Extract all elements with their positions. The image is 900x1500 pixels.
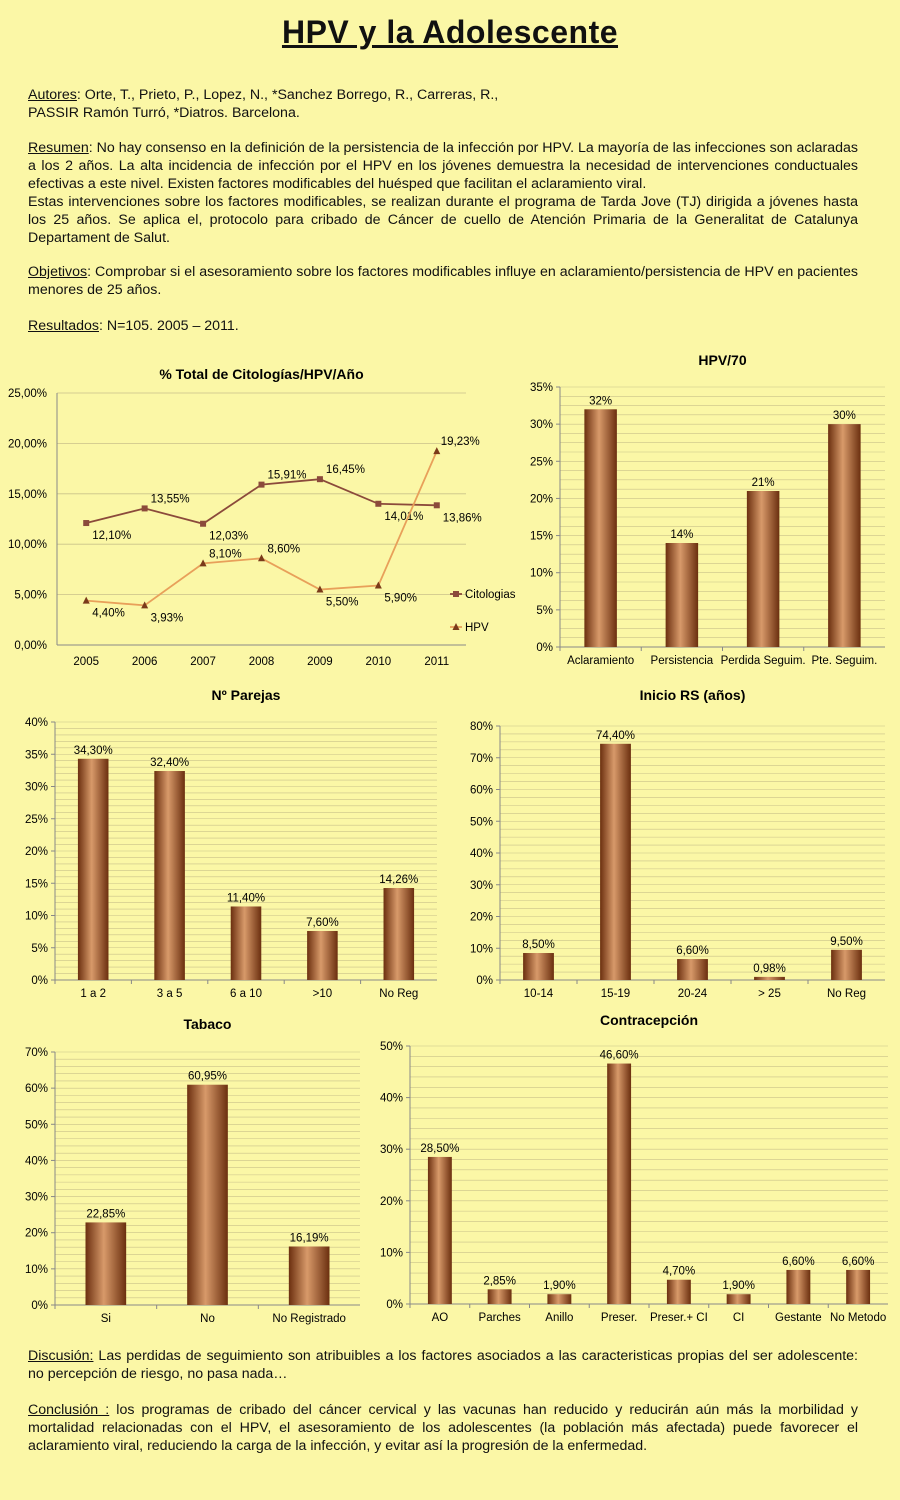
x-tick-label: 2009 [307, 656, 333, 668]
y-tick-label: 35% [529, 382, 553, 394]
bar-value-label: 4,70% [662, 1265, 696, 1278]
y-tick-label: 20,00% [7, 438, 47, 451]
bar-value-label: 22,85% [86, 1208, 126, 1221]
y-tick-label: 60% [469, 784, 493, 797]
x-tick-label: 1 a 2 [80, 988, 106, 1000]
chart-title: HPV/70 [698, 352, 747, 368]
data-point [259, 482, 265, 488]
y-tick-label: 10% [469, 943, 493, 956]
bar [289, 1246, 330, 1305]
bar [384, 888, 415, 980]
chart-title: Inicio RS (años) [639, 687, 746, 703]
autores-section [28, 86, 858, 122]
autores-line2: PASSIR Ramón Turró, *Diatros. Barcelona. [28, 105, 300, 121]
conclusion-label: Conclusión : [28, 1402, 110, 1418]
bar [547, 1294, 571, 1304]
x-tick-label: > 25 [758, 988, 781, 1000]
y-tick-label: 5% [536, 604, 553, 617]
data-label: 4,40% [92, 607, 125, 620]
data-point [375, 501, 381, 507]
y-tick-label: 15% [24, 878, 48, 891]
data-label: 5,90% [384, 592, 417, 605]
bar [154, 771, 185, 980]
x-tick-label: No Reg [379, 988, 419, 1000]
x-tick-label: 2006 [131, 656, 158, 668]
y-tick-label: 10,00% [7, 539, 47, 552]
y-tick-label: 0% [536, 642, 553, 654]
data-point [142, 505, 148, 511]
y-tick-label: 20% [379, 1195, 403, 1208]
chart-tabaco [0, 1010, 370, 1340]
data-label: 3,93% [150, 612, 184, 625]
bar [187, 1085, 228, 1305]
y-tick-label: 60% [24, 1083, 48, 1096]
bar [677, 959, 708, 980]
resultados-label: Resultados [28, 318, 99, 334]
bar-value-label: 0,98% [753, 962, 786, 975]
y-tick-label: 80% [469, 721, 493, 733]
bar [828, 424, 861, 647]
y-tick-label: 10% [379, 1247, 403, 1260]
resumen-text2: Estas intervenciones sobre los factores modificables, se realizan durante el programa de Tarda Jove (TJ) dirigida a jóvenes hasta los 25 años. Se aplica el, protocolo para cribado de Cáncer de cuello de Atención Primaria de la Generalitat de Catalunya Departament de Salut. [28, 194, 858, 246]
y-tick-label: 70% [469, 752, 493, 765]
conclusion-section [28, 1401, 858, 1455]
y-tick-label: 30% [24, 1191, 48, 1204]
chart-hpv70 [510, 345, 900, 675]
y-tick-label: 50% [469, 816, 493, 829]
y-tick-label: 5,00% [14, 589, 47, 602]
bar [523, 953, 554, 980]
bar-value-label: 14,26% [379, 874, 419, 887]
y-tick-label: 50% [379, 1041, 403, 1053]
data-label: 5,50% [325, 596, 359, 609]
x-tick-label: 2007 [190, 656, 216, 668]
x-tick-label: Persistencia [650, 655, 714, 667]
bar-value-label: 6,60% [841, 1255, 875, 1268]
y-tick-label: 30% [469, 879, 493, 892]
resultados-text: : N=105. 2005 – 2011. [98, 318, 239, 334]
resumen-text: : No hay consenso en la definición de la persistencia de la infección por HPV. La mayoría de las infecciones son aclaradas a los 2 años. La alta incidencia de infección por el HPV en los jóvenes demuestra la necesidad de intervenciones conductuales efectivas a este nivel. Existen factores modificables del huésped que facilitan el aclaramiento viral. [28, 140, 858, 192]
x-tick-label: Si [100, 1313, 111, 1325]
bar-value-label: 34,30% [73, 744, 113, 757]
data-label: 14,01% [384, 510, 424, 523]
bar [428, 1157, 452, 1304]
bar-value-label: 6,60% [782, 1255, 815, 1268]
x-tick-label: CI [732, 1312, 745, 1324]
bar-value-label: 7,60% [306, 916, 339, 929]
chart-citologias [0, 355, 530, 675]
conclusion-text: los programas de cribado del cáncer cervical y las vacunas han reducido y reducirán aún más la morbilidad y mortalidad relacionadas con el HPV, el asesoramiento de los adolescentes (la población más afectada) puede favorecer el aclaramiento viral, reduciendo la carga de la infección, y evitar así la progresión de la enfermedad. [28, 1402, 859, 1454]
bar [488, 1289, 512, 1304]
discusion-section [28, 1347, 858, 1383]
data-label: 8,60% [267, 543, 301, 556]
y-tick-label: 10% [24, 910, 48, 923]
chart-iniciors [455, 680, 900, 1010]
y-tick-label: 40% [24, 1155, 48, 1168]
y-tick-label: 35% [24, 749, 48, 762]
x-tick-label: Preser. [600, 1312, 638, 1324]
x-tick-label: 10-14 [523, 988, 554, 1000]
bar [754, 977, 785, 980]
x-tick-label: 3 a 5 [156, 988, 183, 1000]
x-tick-label: No Metodo [829, 1312, 887, 1324]
x-tick-label: No Registrado [272, 1313, 346, 1325]
bar [747, 491, 780, 647]
bar [86, 1222, 127, 1305]
resumen-label: Resumen [28, 140, 89, 156]
bar [667, 1280, 691, 1304]
y-tick-label: 5% [31, 942, 48, 955]
x-tick-label: >10 [312, 988, 333, 1000]
bar-value-label: 28,50% [420, 1142, 460, 1155]
y-tick-label: 25% [529, 456, 553, 469]
x-tick-label: No Reg [827, 988, 866, 1000]
data-point [200, 521, 206, 527]
y-tick-label: 30% [529, 419, 553, 432]
x-tick-label: Gestante [775, 1312, 822, 1324]
bar-value-label: 8,50% [522, 939, 555, 952]
bar-value-label: 21% [751, 477, 775, 489]
bar [607, 1064, 631, 1304]
y-tick-label: 25,00% [7, 388, 47, 400]
data-label: 16,45% [325, 464, 365, 477]
y-tick-label: 30% [24, 781, 48, 794]
bar [78, 759, 109, 980]
x-tick-label: 2010 [365, 656, 392, 668]
x-tick-label: Perdida Seguim. [720, 655, 806, 667]
data-point [83, 520, 89, 526]
data-point [434, 502, 440, 508]
y-tick-label: 20% [24, 1227, 48, 1240]
bar-value-label: 32% [589, 395, 613, 408]
y-tick-label: 40% [469, 848, 493, 860]
bar-value-label: 9,50% [830, 935, 863, 948]
x-tick-label: Pte. Seguim. [811, 655, 878, 667]
y-tick-label: 70% [24, 1047, 48, 1059]
y-tick-label: 20% [24, 846, 48, 858]
x-tick-label: No [200, 1313, 215, 1325]
y-tick-label: 15% [529, 530, 553, 543]
y-tick-label: 10% [24, 1263, 48, 1276]
bar [666, 543, 699, 647]
bar-value-label: 74,40% [595, 729, 636, 742]
y-tick-label: 40% [379, 1092, 403, 1105]
x-tick-label: 20-24 [677, 988, 708, 1000]
x-tick-label: AO [431, 1312, 449, 1324]
data-label: 15,91% [267, 469, 307, 482]
bar-value-label: 11,40% [226, 892, 266, 905]
bar [600, 744, 631, 980]
bar [786, 1270, 810, 1304]
objetivos-text: : Comprobar si el asesoramiento sobre los factores modificables influye en aclaramiento/persistencia de HPV en pacientes menores de 25 años. [28, 264, 858, 298]
data-label: 8,10% [209, 548, 242, 561]
chart-title: Tabaco [183, 1016, 232, 1032]
y-tick-label: 0% [31, 975, 48, 987]
bar-value-label: 2,85% [483, 1275, 516, 1288]
chart-title: Contracepción [599, 1012, 699, 1028]
data-point [317, 476, 323, 482]
y-tick-label: 10% [529, 567, 553, 580]
bar-value-label: 6,60% [676, 945, 709, 958]
resultados-section [28, 317, 858, 335]
series-line-hpv [86, 451, 437, 605]
autores-label: Autores [28, 87, 77, 103]
x-tick-label: Parches [478, 1312, 521, 1324]
chart-title: Nº Parejas [211, 687, 281, 703]
bar-value-label: 1,90% [543, 1280, 576, 1293]
y-tick-label: 0% [476, 975, 493, 987]
bar [727, 1294, 751, 1304]
discusion-label: Discusión: [28, 1348, 94, 1364]
y-tick-label: 20% [529, 493, 553, 506]
x-tick-label: Preser.+ CI [649, 1312, 708, 1324]
poster-title: HPV y la Adolescente [281, 14, 619, 50]
bar-value-label: 30% [832, 410, 856, 423]
data-label: 12,03% [209, 530, 249, 543]
y-tick-label: 0% [31, 1300, 48, 1312]
chart-parejas [0, 680, 450, 1010]
bar-value-label: 46,60% [599, 1049, 639, 1062]
data-label: 12,10% [92, 530, 132, 543]
y-tick-label: 0,00% [14, 640, 47, 652]
x-tick-label: Aclaramiento [567, 655, 635, 667]
legend-marker [453, 591, 459, 597]
bar [231, 906, 262, 980]
data-label: 13,86% [442, 512, 482, 525]
legend-label: HPV [465, 622, 489, 634]
autores-line1: : Orte, T., Prieto, P., Lopez, N., *Sanchez Borrego, R., Carreras, R., [76, 87, 499, 103]
x-tick-label: 2008 [248, 656, 275, 668]
chart-title: % Total de Citologías/HPV/Año [159, 366, 364, 382]
legend-label: Citologias [465, 589, 516, 601]
y-tick-label: 0% [386, 1299, 403, 1311]
bar-value-label: 14% [670, 529, 694, 541]
data-label: 13,55% [150, 493, 190, 506]
chart-contracepcion [360, 1005, 900, 1340]
bar-value-label: 16,19% [289, 1232, 329, 1245]
bar [307, 931, 338, 980]
data-label: 19,23% [440, 436, 480, 449]
x-tick-label: 2011 [424, 656, 450, 668]
y-tick-label: 40% [24, 717, 48, 729]
bar-value-label: 1,90% [722, 1280, 755, 1293]
y-tick-label: 20% [469, 911, 493, 924]
x-tick-label: 6 a 10 [230, 988, 262, 1000]
y-tick-label: 25% [24, 813, 48, 826]
objetivos-section [28, 263, 858, 299]
bar [584, 409, 617, 647]
data-point [433, 447, 440, 454]
discusion-text: Las perdidas de seguimiento son atribuibles a los factores asociados a las caracteristicas propias del ser adolescente: no percepción de riesgo, no pasa nada… [28, 1348, 858, 1382]
bar [831, 950, 862, 980]
y-tick-label: 15,00% [7, 488, 47, 501]
y-tick-label: 30% [379, 1144, 403, 1157]
x-tick-label: Anillo [545, 1312, 574, 1324]
x-tick-label: 15-19 [600, 988, 631, 1000]
objetivos-label: Objetivos [28, 264, 88, 280]
x-tick-label: 2005 [73, 656, 100, 668]
bar [846, 1270, 870, 1304]
y-tick-label: 50% [24, 1119, 48, 1132]
resumen-section [28, 139, 858, 247]
bar-value-label: 32,40% [150, 757, 190, 770]
bar-value-label: 60,95% [187, 1070, 228, 1083]
